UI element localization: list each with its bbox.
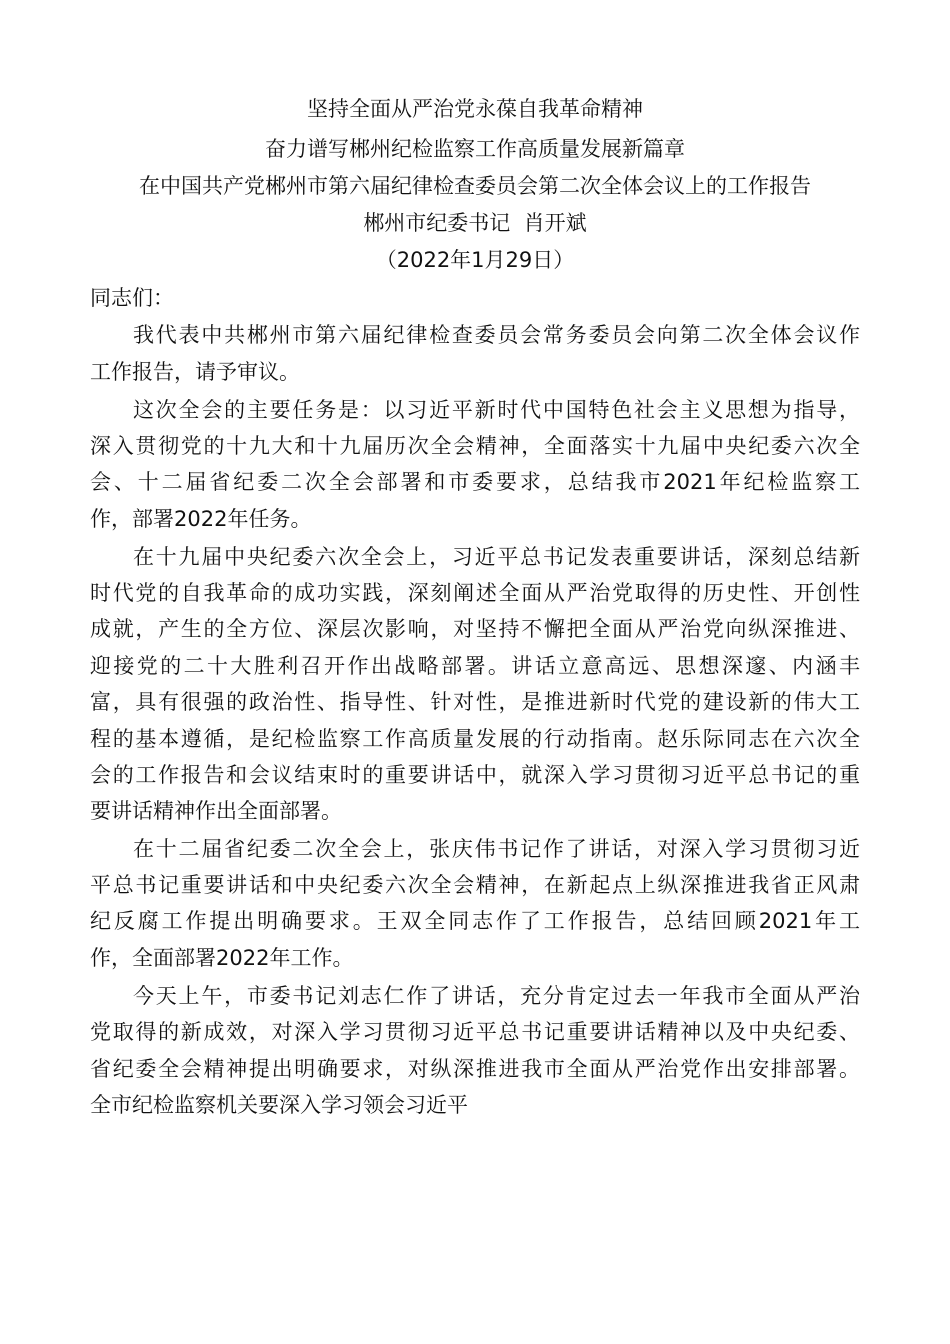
title-line-3: 在中国共产党郴州市第六届纪律检查委员会第二次全体会议上的工作报告: [139, 174, 811, 198]
paragraph-3-line-6: 程的基本遵循，是纪检监察工作高质量发展的行动指南。赵乐际同志在六次全: [90, 727, 860, 751]
paragraph-4-line-3: 纪反腐工作提出明确要求。王双全同志作了工作报告，总结回顾2021年工: [90, 909, 860, 933]
paragraph-3-line-1: 在十九届中央纪委六次全会上，习近平总书记发表重要讲话，深刻总结新: [133, 545, 860, 569]
paragraph-2-line-4: 作，部署2022年任务。: [90, 507, 312, 531]
paragraph-3-line-3: 成就，产生的全方位、深层次影响，对坚持不懈把全面从严治党向纵深推进、: [90, 617, 860, 641]
paragraph-4-line-2: 平总书记重要讲话和中央纪委六次全会精神，在新起点上纵深推进我省正风肃: [90, 873, 860, 897]
title-line-1: 坚持全面从严治党永葆自我革命精神: [307, 97, 643, 121]
paragraph-4-line-1: 在十二届省纪委二次全会上，张庆伟书记作了讲话，对深入学习贯彻习近: [133, 837, 860, 861]
salutation: 同志们：: [90, 286, 174, 310]
paragraph-5-line-1: 今天上午，市委书记刘志仁作了讲话，充分肯定过去一年我市全面从严治: [133, 984, 860, 1008]
paragraph-2-line-1: 这次全会的主要任务是：以习近平新时代中国特色社会主义思想为指导，: [133, 398, 860, 422]
paragraph-2-line-2: 深入贯彻党的十九大和十九届历次全会精神，全面落实十九届中央纪委六次全: [90, 434, 860, 458]
paragraph-3-line-4: 迎接党的二十大胜利召开作出战略部署。讲话立意高远、思想深邃、内涵丰: [90, 654, 860, 678]
paragraph-5-line-2: 党取得的新成效，对深入学习贯彻习近平总书记重要讲话精神以及中央纪委、: [90, 1020, 860, 1044]
paragraph-2-line-3: 会、十二届省纪委二次全会部署和市委要求，总结我市2021年纪检监察工: [90, 470, 860, 494]
date-line: （2022年1月29日）: [375, 248, 575, 272]
paragraph-3-line-7: 会的工作报告和会议结束时的重要讲话中，就深入学习贯彻习近平总书记的重: [90, 763, 860, 787]
paragraph-3-line-8: 要讲话精神作出全面部署。: [90, 799, 342, 823]
paragraph-3-line-2: 时代党的自我革命的成功实践，深刻阐述全面从严治党取得的历史性、开创性: [90, 581, 860, 605]
paragraph-1-line-1: 我代表中共郴州市第六届纪律检查委员会常务委员会向第二次全体会议作: [133, 323, 860, 347]
paragraph-3-line-5: 富，具有很强的政治性、指导性、针对性，是推进新时代党的建设新的伟大工: [90, 690, 860, 714]
title-line-2: 奋力谱写郴州纪检监察工作高质量发展新篇章: [265, 137, 685, 161]
paragraph-5-line-4: 全市纪检监察机关要深入学习领会习近平: [90, 1093, 468, 1117]
paragraph-4-line-4: 作，全面部署2022年工作。: [90, 946, 354, 970]
author-line: 郴州市纪委书记 肖开斌: [363, 211, 587, 235]
paragraph-1-line-2: 工作报告，请予审议。: [90, 360, 300, 384]
paragraph-5-line-3: 省纪委全会精神提出明确要求，对纵深推进我市全面从严治党作出安排部署。: [90, 1057, 860, 1081]
